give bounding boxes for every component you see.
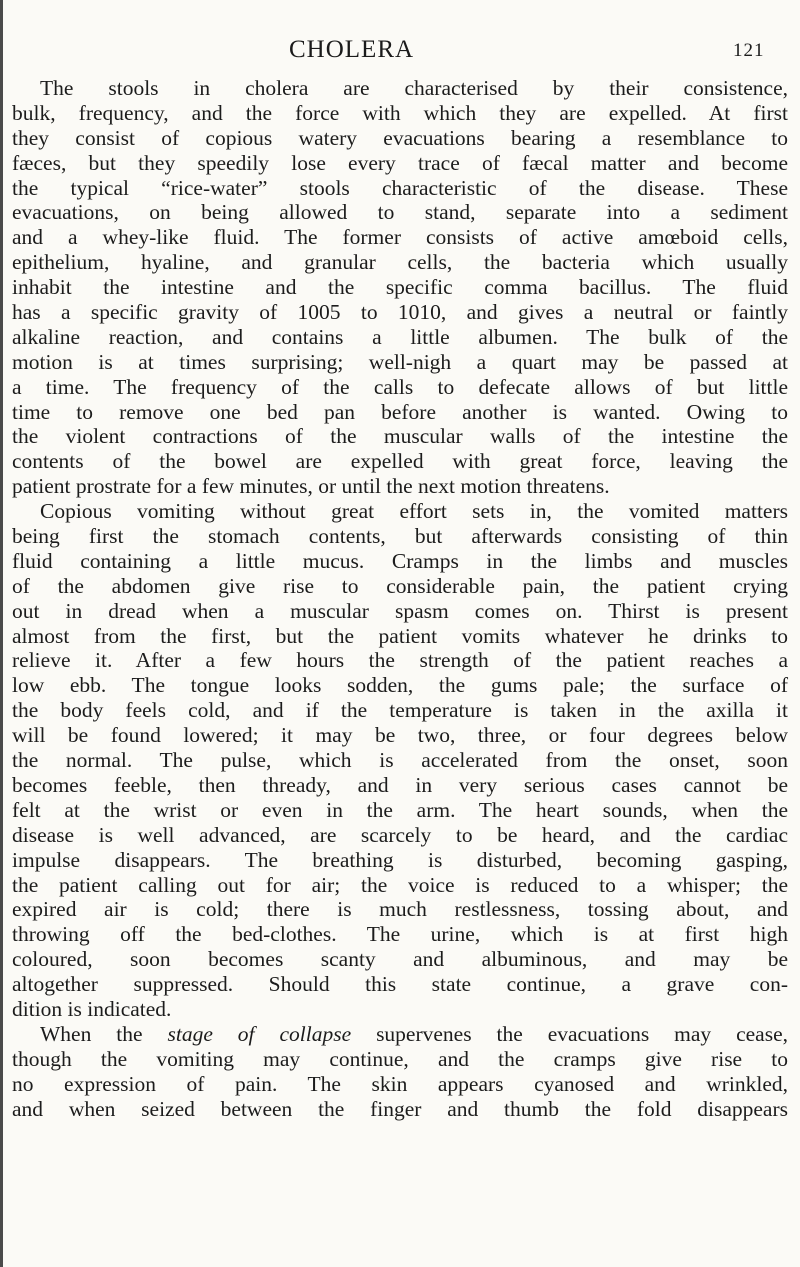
page-number: 121	[733, 40, 765, 61]
text-line: bulk, frequency, and the force with which they are expelled. At first	[12, 100, 788, 125]
text-line: felt at the wrist or even in the arm. The heart sounds, when the	[12, 797, 788, 822]
text-line: being first the stomach contents, but afterwards consisting of thin	[12, 524, 788, 549]
text-prefix: When the	[40, 1021, 143, 1046]
running-head: CHOLERA	[289, 36, 415, 63]
text-line: and when seized between the finger and thumb the fold disappears	[12, 1096, 788, 1121]
text-line: becomes feeble, then thready, and in very serious cases cannot be	[12, 772, 788, 797]
text-line: altogether suppressed. Should this state continue, a grave con-	[12, 972, 788, 997]
text-line: patient prostrate for a few minutes, or until the next motion threatens.	[12, 474, 610, 499]
text-line: a time. The frequency of the calls to defecate allows of but little	[12, 374, 788, 399]
text-line: will be found lowered; it may be two, three, or four degrees below	[12, 723, 788, 748]
text-line: almost from the first, but the patient vomits whatever he drinks to	[12, 623, 788, 648]
text-line: of the abdomen give rise to considerable pain, the patient crying	[12, 573, 788, 598]
text-line: though the vomiting may continue, and the cramps give rise to	[12, 1046, 788, 1071]
text-line: coloured, soon becomes scanty and albuminous, and may be	[12, 947, 788, 972]
text-line: time to remove one bed pan before another is wanted. Owing to	[12, 399, 788, 424]
text-line: inhabit the intestine and the specific comma bacillus. The fluid	[12, 275, 788, 300]
text-line: motion is at times surprising; well-nigh a quart may be passed at	[12, 349, 788, 374]
italic-term: stage of collapse	[167, 1021, 352, 1046]
text-rest: supervenes the evacuations may cease,	[376, 1021, 789, 1046]
text-line: dition is indicated.	[12, 996, 172, 1021]
text-line-collapse	[12, 1022, 788, 1047]
text-line: relieve it. After a few hours the strength of the patient reaches a	[12, 648, 788, 673]
text-line: evacuations, on being allowed to stand, separate into a sediment	[12, 200, 788, 225]
text-line: the patient calling out for air; the voice is reduced to a whisper; the	[12, 872, 788, 897]
text-line: no expression of pain. The skin appears cyanosed and wrinkled,	[12, 1071, 788, 1096]
text-line: throwing off the bed-clothes. The urine, which is at first high	[12, 922, 788, 947]
body-text	[12, 76, 788, 1121]
text-line: The stools in cholera are characterised by their consistence,	[40, 76, 788, 100]
text-line: low ebb. The tongue looks sodden, the gums pale; the surface of	[12, 673, 788, 698]
text-line: fluid containing a little mucus. Cramps in the limbs and muscles	[12, 548, 788, 573]
page-edge-shadow	[0, 0, 3, 1267]
text-line: disease is well advanced, are scarcely to be heard, and the cardiac	[12, 822, 788, 847]
text-line: contents of the bowel are expelled with great force, leaving the	[12, 449, 788, 474]
text-line: the typical “rice-water” stools characteristic of the disease. These	[12, 175, 788, 200]
text-line: fæces, but they speedily lose every trace of fæcal matter and become	[12, 150, 788, 175]
text-line: out in dread when a muscular spasm comes on. Thirst is present	[12, 598, 788, 623]
text-line: impulse disappears. The breathing is disturbed, becoming gasping,	[12, 847, 788, 872]
text-line: Copious vomiting without great effort sets in, the vomited matters	[40, 499, 788, 524]
text-line: alkaline reaction, and contains a little albumen. The bulk of the	[12, 324, 788, 349]
text-line: has a specific gravity of 1005 to 1010, and gives a neutral or faintly	[12, 300, 788, 325]
text-line: expired air is cold; there is much restlessness, tossing about, and	[12, 897, 788, 922]
text-line: and a whey-like fluid. The former consists of active amœboid cells,	[12, 225, 788, 250]
text-line: the normal. The pulse, which is accelerated from the onset, soon	[12, 748, 788, 773]
text-line: the body feels cold, and if the temperature is taken in the axilla it	[12, 698, 788, 723]
text-line: the violent contractions of the muscular walls of the intestine the	[12, 424, 788, 449]
text-line: they consist of copious watery evacuations bearing a resemblance to	[12, 125, 788, 150]
page-header	[0, 36, 800, 66]
text-line: epithelium, hyaline, and granular cells, the bacteria which usually	[12, 250, 788, 275]
